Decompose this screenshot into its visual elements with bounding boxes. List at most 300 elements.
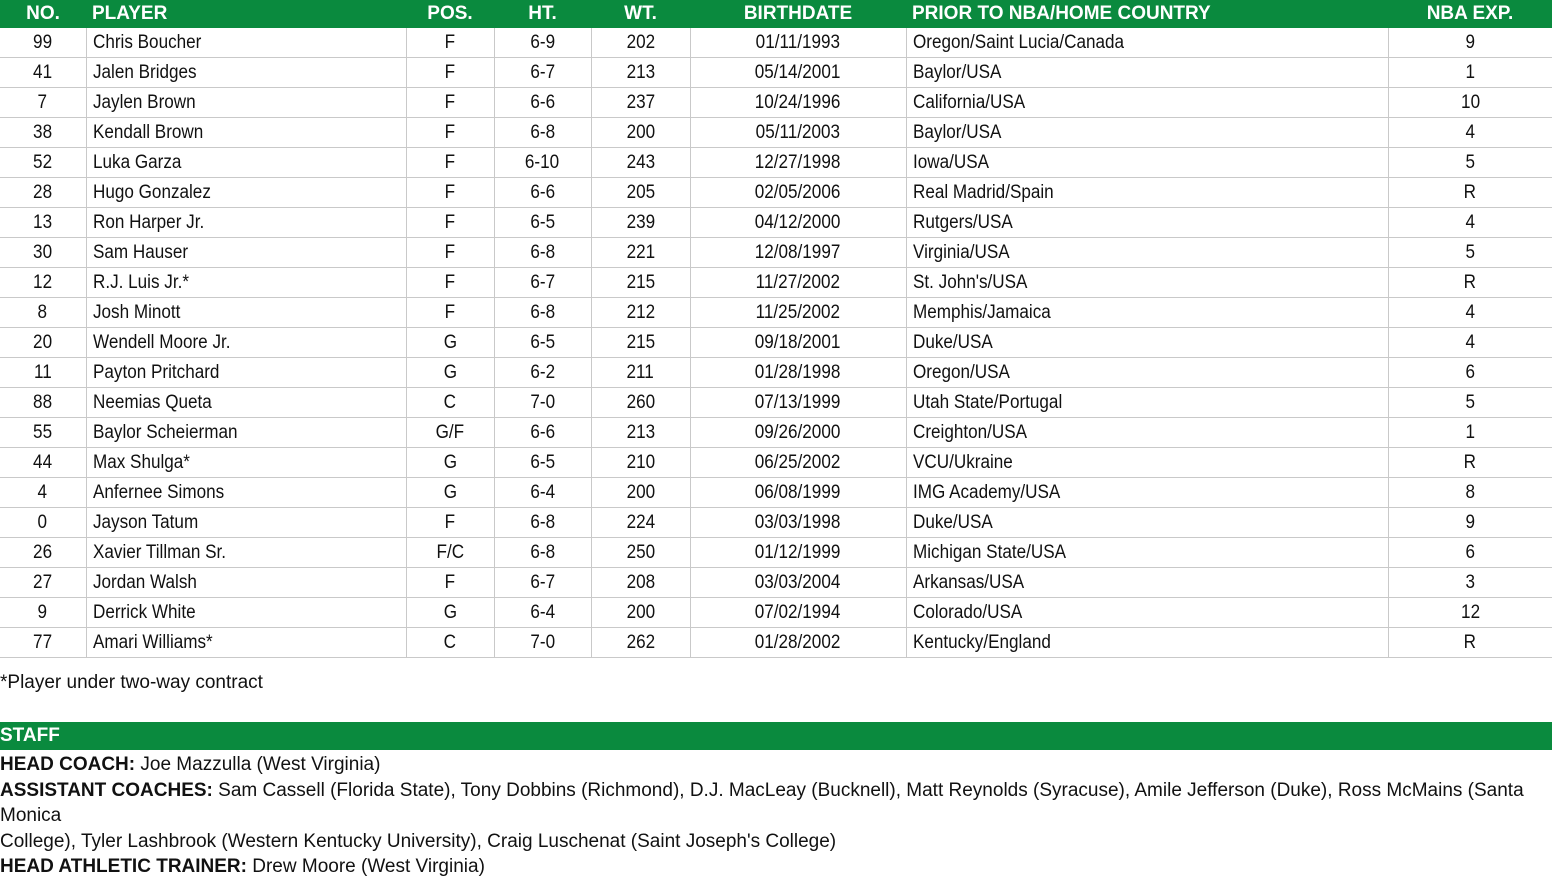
cell-prior (906, 298, 1388, 328)
cell-birthdate (690, 538, 906, 568)
cell-no-text: 12 (33, 271, 53, 293)
cell-birthdate-text: 03/03/2004 (755, 571, 841, 593)
cell-no (0, 148, 86, 178)
table-row (0, 598, 1552, 628)
cell-birthdate-text: 09/18/2001 (755, 331, 841, 353)
cell-pos-text: F (444, 511, 456, 533)
cell-birthdate-text: 07/13/1999 (755, 391, 841, 413)
table-row (0, 448, 1552, 478)
cell-wt-text: 205 (626, 181, 655, 203)
cell-pos (406, 298, 494, 328)
cell-ht (494, 388, 591, 418)
cell-wt (591, 268, 690, 298)
cell-pos-text: F (444, 571, 456, 593)
cell-pos-text: F (444, 241, 456, 263)
cell-player (86, 448, 406, 478)
cell-exp-text: 9 (1465, 31, 1476, 53)
cell-no (0, 268, 86, 298)
col-header-wt: WT. (591, 0, 690, 28)
cell-player-text: Jalen Bridges (92, 61, 197, 83)
cell-player (86, 538, 406, 568)
cell-ht (494, 208, 591, 238)
cell-wt-text: 237 (626, 91, 655, 113)
cell-ht-text: 6-9 (530, 31, 555, 53)
cell-exp (1388, 88, 1552, 118)
cell-birthdate (690, 358, 906, 388)
cell-ht (494, 58, 591, 88)
cell-player-text: Derrick White (92, 601, 196, 623)
cell-pos (406, 568, 494, 598)
cell-wt (591, 418, 690, 448)
cell-ht (494, 448, 591, 478)
cell-wt (591, 328, 690, 358)
cell-ht (494, 418, 591, 448)
cell-prior-text: Oregon/USA (912, 361, 1010, 383)
cell-wt-text: 250 (626, 541, 655, 563)
cell-prior (906, 568, 1388, 598)
cell-wt (591, 178, 690, 208)
cell-wt (591, 58, 690, 88)
cell-ht (494, 478, 591, 508)
cell-ht (494, 178, 591, 208)
cell-wt-text: 202 (626, 31, 655, 53)
cell-wt-text: 208 (626, 571, 655, 593)
cell-pos-text: F (444, 61, 456, 83)
cell-prior-text: Arkansas/USA (912, 571, 1024, 593)
cell-exp (1388, 148, 1552, 178)
table-row (0, 268, 1552, 298)
cell-birthdate (690, 328, 906, 358)
cell-no-text: 11 (33, 361, 52, 383)
cell-player (86, 628, 406, 658)
cell-prior (906, 58, 1388, 88)
cell-pos (406, 358, 494, 388)
cell-player-text: Chris Boucher (92, 31, 201, 53)
cell-ht-text: 7-0 (530, 391, 555, 413)
cell-player (86, 208, 406, 238)
cell-pos (406, 148, 494, 178)
cell-pos (406, 598, 494, 628)
cell-exp (1388, 388, 1552, 418)
cell-prior (906, 238, 1388, 268)
cell-player (86, 598, 406, 628)
cell-pos-text: F (444, 211, 456, 233)
cell-player (86, 238, 406, 268)
cell-no (0, 598, 86, 628)
cell-exp-text: 8 (1465, 481, 1476, 503)
cell-pos-text: G (443, 481, 457, 503)
cell-pos (406, 628, 494, 658)
cell-pos (406, 418, 494, 448)
cell-exp-text: R (1464, 271, 1477, 293)
col-header-prior: PRIOR TO NBA/HOME COUNTRY (906, 0, 1388, 28)
cell-ht (494, 598, 591, 628)
cell-ht-text: 6-10 (525, 151, 560, 173)
cell-pos (406, 118, 494, 148)
cell-prior-text: California/USA (912, 91, 1025, 113)
cell-player (86, 58, 406, 88)
cell-exp-text: 4 (1465, 331, 1476, 353)
cell-wt (591, 208, 690, 238)
cell-exp-text: 4 (1465, 301, 1476, 323)
cell-wt (591, 478, 690, 508)
cell-prior-text: Iowa/USA (912, 151, 989, 173)
cell-exp-text: 6 (1465, 361, 1476, 383)
cell-no (0, 298, 86, 328)
cell-player-text: Hugo Gonzalez (92, 181, 211, 203)
cell-wt-text: 243 (626, 151, 655, 173)
cell-pos (406, 448, 494, 478)
cell-wt (591, 238, 690, 268)
cell-exp (1388, 478, 1552, 508)
cell-player (86, 358, 406, 388)
cell-exp-text: 6 (1465, 541, 1476, 563)
cell-no-text: 0 (37, 511, 48, 533)
table-row (0, 418, 1552, 448)
cell-pos (406, 388, 494, 418)
cell-prior-text: Rutgers/USA (912, 211, 1013, 233)
two-way-footnote: *Player under two-way contract (0, 672, 263, 693)
trainer-line (0, 854, 1550, 880)
cell-ht (494, 238, 591, 268)
cell-ht (494, 118, 591, 148)
cell-ht-text: 6-6 (530, 91, 555, 113)
cell-prior-text: St. John's/USA (912, 271, 1027, 293)
cell-no (0, 118, 86, 148)
cell-player (86, 328, 406, 358)
col-header-player: PLAYER (86, 0, 406, 28)
cell-no (0, 418, 86, 448)
cell-birthdate-text: 07/02/1994 (755, 601, 841, 623)
col-header-birthdate: BIRTHDATE (690, 0, 906, 28)
cell-ht-text: 6-8 (530, 301, 555, 323)
assistant-coaches-value-1: Sam Cassell (Florida State), Tony Dobbins (Richmond), D.J. MacLeay (Bucknell), Matt Reynolds (Syracuse), Amile Jefferson (Duke), Ross McMains (Santa Monica (0, 779, 1524, 826)
cell-wt (591, 448, 690, 478)
cell-ht (494, 268, 591, 298)
cell-birthdate-text: 01/11/1993 (755, 31, 841, 53)
cell-wt (591, 298, 690, 328)
cell-pos (406, 328, 494, 358)
cell-prior-text: Utah State/Portugal (912, 391, 1062, 413)
cell-exp (1388, 268, 1552, 298)
cell-no-text: 77 (33, 631, 53, 653)
cell-birthdate (690, 88, 906, 118)
cell-no-text: 38 (33, 121, 53, 143)
cell-no (0, 478, 86, 508)
col-header-ht: HT. (494, 0, 591, 28)
cell-player (86, 268, 406, 298)
cell-pos (406, 538, 494, 568)
cell-no (0, 28, 86, 58)
cell-prior (906, 418, 1388, 448)
cell-pos (406, 508, 494, 538)
cell-pos (406, 58, 494, 88)
cell-exp-text: 12 (1460, 601, 1480, 623)
cell-exp (1388, 508, 1552, 538)
cell-ht-text: 6-7 (530, 571, 555, 593)
cell-no-text: 26 (33, 541, 53, 563)
cell-wt-text: 215 (626, 271, 655, 293)
cell-prior (906, 628, 1388, 658)
assistant-coaches-label: ASSISTANT COACHES: (0, 779, 213, 801)
cell-no (0, 178, 86, 208)
cell-birthdate (690, 628, 906, 658)
cell-prior (906, 538, 1388, 568)
cell-ht (494, 358, 591, 388)
cell-ht (494, 568, 591, 598)
cell-pos-text: F (444, 301, 456, 323)
cell-exp (1388, 58, 1552, 88)
cell-prior (906, 328, 1388, 358)
cell-exp (1388, 538, 1552, 568)
cell-player-text: Sam Hauser (92, 241, 188, 263)
cell-prior-text: Virginia/USA (912, 241, 1010, 263)
col-header-exp: NBA EXP. (1388, 0, 1552, 28)
cell-exp (1388, 238, 1552, 268)
cell-prior-text: Baylor/USA (912, 121, 1001, 143)
assistant-coaches-line-2 (0, 829, 1550, 855)
cell-exp-text: 9 (1465, 511, 1476, 533)
head-coach-value: Joe Mazzulla (West Virginia) (135, 754, 381, 775)
cell-ht-text: 6-8 (530, 241, 555, 263)
cell-exp-text: 10 (1460, 91, 1480, 113)
cell-ht-text: 6-6 (530, 421, 555, 443)
cell-wt-text: 262 (626, 631, 655, 653)
cell-player-text: Amari Williams* (92, 631, 213, 653)
cell-player-text: Jayson Tatum (92, 511, 198, 533)
cell-pos-text: G (443, 331, 457, 353)
cell-pos (406, 268, 494, 298)
table-row (0, 208, 1552, 238)
cell-player (86, 478, 406, 508)
cell-exp-text: 1 (1465, 61, 1476, 83)
col-header-no: NO. (0, 0, 86, 28)
cell-ht-text: 6-4 (530, 601, 555, 623)
cell-no (0, 508, 86, 538)
cell-ht (494, 628, 591, 658)
assistant-coaches-value-2: College), Tyler Lashbrook (Western Kentucky University), Craig Luschenat (Saint Joseph's College) (0, 830, 837, 852)
cell-birthdate (690, 268, 906, 298)
cell-exp-text: 4 (1465, 211, 1476, 233)
trainer-label: HEAD ATHLETIC TRAINER: (0, 856, 247, 877)
cell-wt-text: 239 (626, 211, 655, 233)
cell-no-text: 20 (33, 331, 53, 353)
cell-no (0, 208, 86, 238)
cell-no-text: 99 (33, 31, 53, 53)
assistant-coaches-line (0, 778, 1550, 829)
table-row (0, 148, 1552, 178)
cell-birthdate-text: 11/25/2002 (755, 301, 841, 323)
cell-birthdate (690, 28, 906, 58)
cell-prior (906, 508, 1388, 538)
cell-birthdate (690, 418, 906, 448)
cell-birthdate-text: 01/28/1998 (755, 361, 841, 383)
cell-ht-text: 6-2 (530, 361, 555, 383)
cell-ht-text: 6-6 (530, 181, 555, 203)
cell-pos (406, 28, 494, 58)
table-row (0, 478, 1552, 508)
cell-birthdate (690, 568, 906, 598)
cell-player (86, 178, 406, 208)
cell-wt (591, 118, 690, 148)
cell-no-text: 8 (37, 301, 48, 323)
cell-wt (591, 568, 690, 598)
cell-wt-text: 200 (626, 601, 655, 623)
cell-wt-text: 224 (626, 511, 655, 533)
cell-no (0, 238, 86, 268)
cell-pos-text: F (444, 31, 456, 53)
cell-prior-text: Creighton/USA (912, 421, 1027, 443)
cell-no (0, 328, 86, 358)
cell-exp (1388, 568, 1552, 598)
cell-wt-text: 212 (626, 301, 655, 323)
cell-prior (906, 388, 1388, 418)
cell-birthdate-text: 11/27/2002 (755, 271, 841, 293)
cell-prior-text: Kentucky/England (912, 631, 1051, 653)
cell-ht-text: 6-4 (530, 481, 555, 503)
cell-no (0, 58, 86, 88)
cell-wt (591, 88, 690, 118)
cell-player-text: Josh Minott (92, 301, 180, 323)
cell-prior-text: IMG Academy/USA (912, 481, 1060, 503)
table-row (0, 28, 1552, 58)
cell-birthdate-text: 05/11/2003 (755, 121, 841, 143)
cell-ht (494, 298, 591, 328)
cell-wt (591, 508, 690, 538)
cell-pos (406, 238, 494, 268)
cell-player (86, 28, 406, 58)
cell-birthdate (690, 178, 906, 208)
cell-exp-text: 4 (1465, 121, 1476, 143)
cell-wt (591, 598, 690, 628)
cell-exp (1388, 628, 1552, 658)
cell-player (86, 298, 406, 328)
cell-birthdate-text: 04/12/2000 (755, 211, 841, 233)
cell-player-text: Anfernee Simons (92, 481, 224, 503)
cell-birthdate-text: 06/25/2002 (755, 451, 841, 473)
table-row (0, 298, 1552, 328)
cell-exp-text: 5 (1465, 241, 1476, 263)
cell-prior (906, 118, 1388, 148)
cell-ht-text: 6-8 (530, 541, 555, 563)
cell-no (0, 448, 86, 478)
cell-player-text: Jaylen Brown (92, 91, 196, 113)
cell-birthdate-text: 12/27/1998 (755, 151, 841, 173)
cell-prior-text: Real Madrid/Spain (912, 181, 1054, 203)
table-row (0, 508, 1552, 538)
cell-prior (906, 28, 1388, 58)
cell-player-text: Wendell Moore Jr. (92, 331, 231, 353)
staff-section (0, 752, 1550, 880)
cell-wt (591, 628, 690, 658)
cell-prior (906, 208, 1388, 238)
table-row (0, 388, 1552, 418)
cell-player-text: Kendall Brown (92, 121, 203, 143)
cell-player (86, 568, 406, 598)
cell-no-text: 13 (33, 211, 53, 233)
cell-prior (906, 448, 1388, 478)
cell-wt-text: 200 (626, 121, 655, 143)
cell-prior (906, 598, 1388, 628)
cell-pos-text: F (444, 181, 456, 203)
cell-no-text: 88 (33, 391, 53, 413)
cell-no-text: 30 (33, 241, 53, 263)
cell-exp (1388, 448, 1552, 478)
cell-wt-text: 260 (626, 391, 655, 413)
cell-exp (1388, 598, 1552, 628)
cell-exp (1388, 208, 1552, 238)
cell-pos (406, 178, 494, 208)
cell-wt-text: 211 (626, 361, 655, 383)
staff-header: STAFF (0, 722, 1552, 750)
cell-no (0, 628, 86, 658)
table-row (0, 238, 1552, 268)
cell-player-text: Luka Garza (92, 151, 181, 173)
cell-no (0, 538, 86, 568)
cell-no-text: 7 (37, 91, 48, 113)
cell-player-text: Xavier Tillman Sr. (92, 541, 226, 563)
cell-player (86, 148, 406, 178)
trainer-value: Drew Moore (West Virginia) (246, 856, 485, 877)
cell-prior (906, 268, 1388, 298)
cell-ht (494, 88, 591, 118)
cell-wt (591, 358, 690, 388)
cell-pos-text: F (444, 271, 456, 293)
cell-ht-text: 6-7 (530, 61, 555, 83)
cell-ht (494, 508, 591, 538)
cell-wt-text: 213 (626, 61, 655, 83)
cell-birthdate (690, 298, 906, 328)
cell-birthdate (690, 478, 906, 508)
cell-ht-text: 6-5 (530, 331, 555, 353)
cell-ht (494, 538, 591, 568)
cell-exp (1388, 358, 1552, 388)
cell-prior (906, 358, 1388, 388)
table-row (0, 178, 1552, 208)
cell-pos-text: G (443, 601, 457, 623)
cell-no (0, 358, 86, 388)
cell-birthdate-text: 06/08/1999 (755, 481, 841, 503)
cell-pos-text: F/C (436, 541, 464, 563)
cell-pos-text: C (443, 631, 457, 653)
table-row (0, 118, 1552, 148)
cell-player (86, 388, 406, 418)
cell-pos-text: F (444, 151, 456, 173)
cell-birthdate (690, 148, 906, 178)
cell-player-text: Jordan Walsh (92, 571, 197, 593)
cell-wt (591, 148, 690, 178)
cell-prior (906, 88, 1388, 118)
cell-prior (906, 148, 1388, 178)
cell-birthdate-text: 01/28/2002 (755, 631, 841, 653)
cell-wt (591, 538, 690, 568)
cell-prior (906, 478, 1388, 508)
cell-pos (406, 478, 494, 508)
cell-prior-text: Oregon/Saint Lucia/Canada (912, 31, 1124, 53)
cell-exp-text: 5 (1465, 151, 1476, 173)
cell-ht (494, 328, 591, 358)
cell-no-text: 27 (33, 571, 53, 593)
cell-prior-text: VCU/Ukraine (912, 451, 1013, 473)
table-row (0, 538, 1552, 568)
cell-prior-text: Duke/USA (912, 331, 993, 353)
cell-no-text: 55 (33, 421, 53, 443)
table-row (0, 358, 1552, 388)
cell-prior-text: Memphis/Jamaica (912, 301, 1051, 323)
cell-no (0, 568, 86, 598)
cell-pos-text: F (444, 91, 456, 113)
cell-prior-text: Colorado/USA (912, 601, 1022, 623)
